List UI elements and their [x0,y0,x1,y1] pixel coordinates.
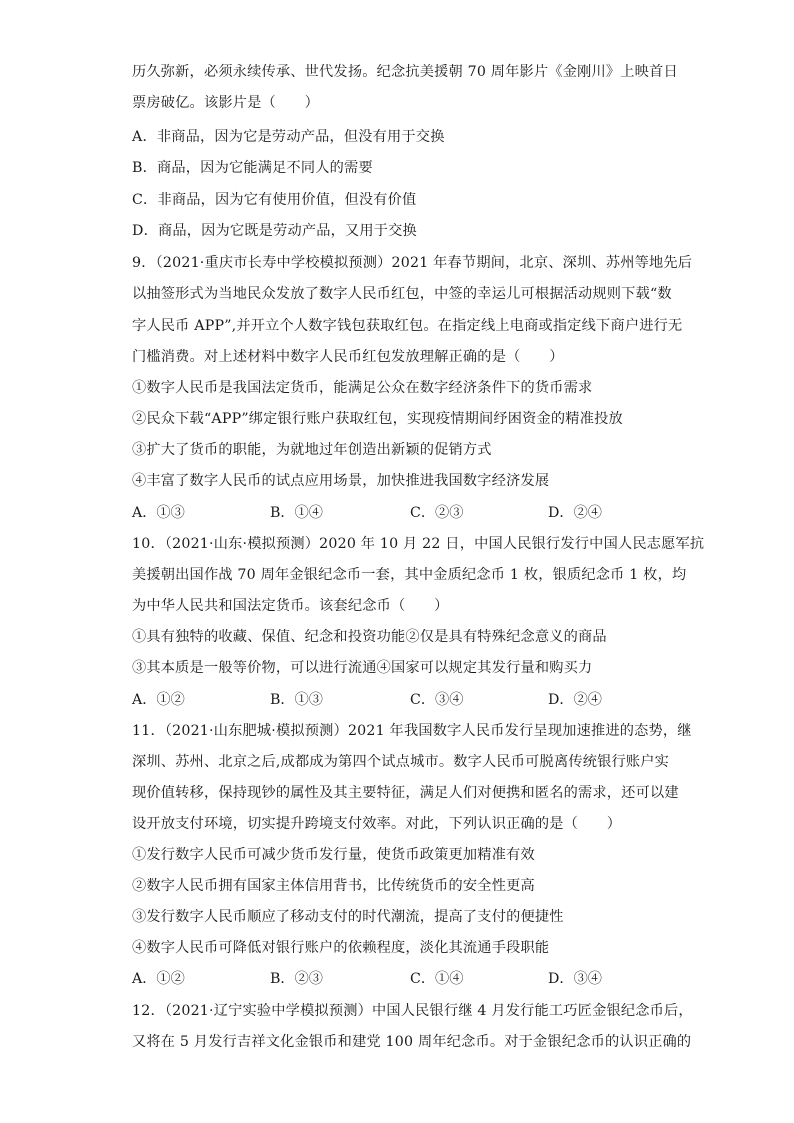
q11-choice-c: C．①④ [410,971,464,987]
q12-stem-line-1: 12．（2021·辽宁实验中学模拟预测）中国人民银行继 4 月发行能工巧匠金银纪念币后， [132,1003,693,1019]
q11-statement-2: ②数字人民币拥有国家主体信用背书，比传统货币的安全性更高 [132,878,535,894]
q9-stem-line-2: 以抽签形式为当地民众发放了数字人民币红包，中签的幸运儿可根据活动规则下载“数 [132,286,672,302]
q11-stem-line-1: 11．（2021·山东肥城·模拟预测）2021 年我国数字人民币发行呈现加速推进的态势，继 [132,723,692,739]
q8-option-b: B．商品，因为它能满足不同人的需要 [132,160,373,176]
q10-statement-1: ①具有独特的收藏、保值、纪念和投资功能②仅是具有特殊纪念意义的商品 [132,629,607,645]
q8-stem-line-1: 历久弥新，必须永续传承、世代发扬。纪念抗美援朝 70 周年影片《金刚川》上映首日 [132,64,678,80]
q11-statement-3: ③发行数字人民币顺应了移动支付的时代潮流，提高了支付的便捷性 [132,909,564,925]
q11-choice-a: A．①② [132,971,185,987]
q9-statement-1: ①数字人民币是我国法定货币，能满足公众在数字经济条件下的货币需求 [132,380,593,396]
q9-statement-4: ④丰富了数字人民币的试点应用场景，加快推进我国数字经济发展 [132,473,550,489]
q10-stem-line-2: 美援朝出国作战 70 周年金银纪念币一套，其中金质纪念币 1 枚，银质纪念币 1 枚，均 [132,567,687,583]
q8-option-d: D．商品，因为它既是劳动产品，又用于交换 [132,223,417,239]
q10-choice-b: B．①③ [270,692,323,708]
q11-choice-b: B．②③ [270,971,323,987]
q9-stem-line-4: 门槛消费。对上述材料中数字人民币红包发放理解正确的是（ ） [132,349,564,365]
q11-stem-line-4: 设开放支付环境，切实提升跨境支付效率。对此，下列认识正确的是（ ） [132,816,622,832]
q11-choices [132,969,692,989]
q12-stem-line-2: 又将在 5 月发行吉祥文化金银币和建党 100 周年纪念币。对于金银纪念币的认识正确的 [132,1034,692,1050]
q10-choice-d: D．②④ [548,692,602,708]
q9-stem-line-1: 9．（2021·重庆市长寿中学校模拟预测）2021 年春节期间，北京、深圳、苏州等地先后 [132,255,693,271]
q9-statement-3: ③扩大了货币的职能，为就地过年创造出新颖的促销方式 [132,442,492,458]
q9-choice-c: C．②③ [410,505,464,521]
q11-statement-4: ④数字人民币可降低对银行账户的依赖程度，淡化其流通手段职能 [132,940,550,956]
q11-stem-line-3: 现价值转移，保持现钞的属性及其主要特征，满足人们对便携和匿名的需求，还可以建 [132,785,679,801]
q8-option-a: A．非商品，因为它是劳动产品，但没有用于交换 [132,129,445,145]
q9-stem-line-3: 字人民币 APP”,并开立个人数字钱包获取红包。在指定线上电商或指定线下商户进行无 [132,318,683,334]
q9-statement-2: ②民众下载“APP”绑定银行账户获取红包，实现疫情期间纾困资金的精准投放 [132,411,623,427]
q11-choice-d: D．③④ [548,971,602,987]
q8-option-c: C．非商品，因为它有使用价值，但没有价值 [132,192,417,208]
q10-stem-line-3: 为中华人民共和国法定货币。该套纪念币（ ） [132,598,449,614]
q8-stem-line-2: 票房破亿。该影片是（ ） [132,95,320,111]
q10-stem-line-1: 10．（2021·山东·模拟预测）2020 年 10 月 22 日，中国人民银行发行中国人民志愿军抗 [132,536,705,552]
q10-choice-a: A．①② [132,692,185,708]
q9-choice-d: D．②④ [548,505,602,521]
q9-choices [132,503,692,523]
q11-statement-1: ①发行数字人民币可减少货币发行量，使货币政策更加精准有效 [132,847,535,863]
q10-statement-2: ③其本质是一般等价物，可以进行流通④国家可以规定其发行量和购买力 [132,660,593,676]
q9-choice-a: A．①③ [132,505,185,521]
q10-choice-c: C．③④ [410,692,464,708]
q10-choices [132,690,692,710]
q9-choice-b: B．①④ [270,505,323,521]
q11-stem-line-2: 深圳、苏州、北京之后,成都成为第四个试点城市。数字人民币可脱离传统银行账户实 [132,754,670,770]
